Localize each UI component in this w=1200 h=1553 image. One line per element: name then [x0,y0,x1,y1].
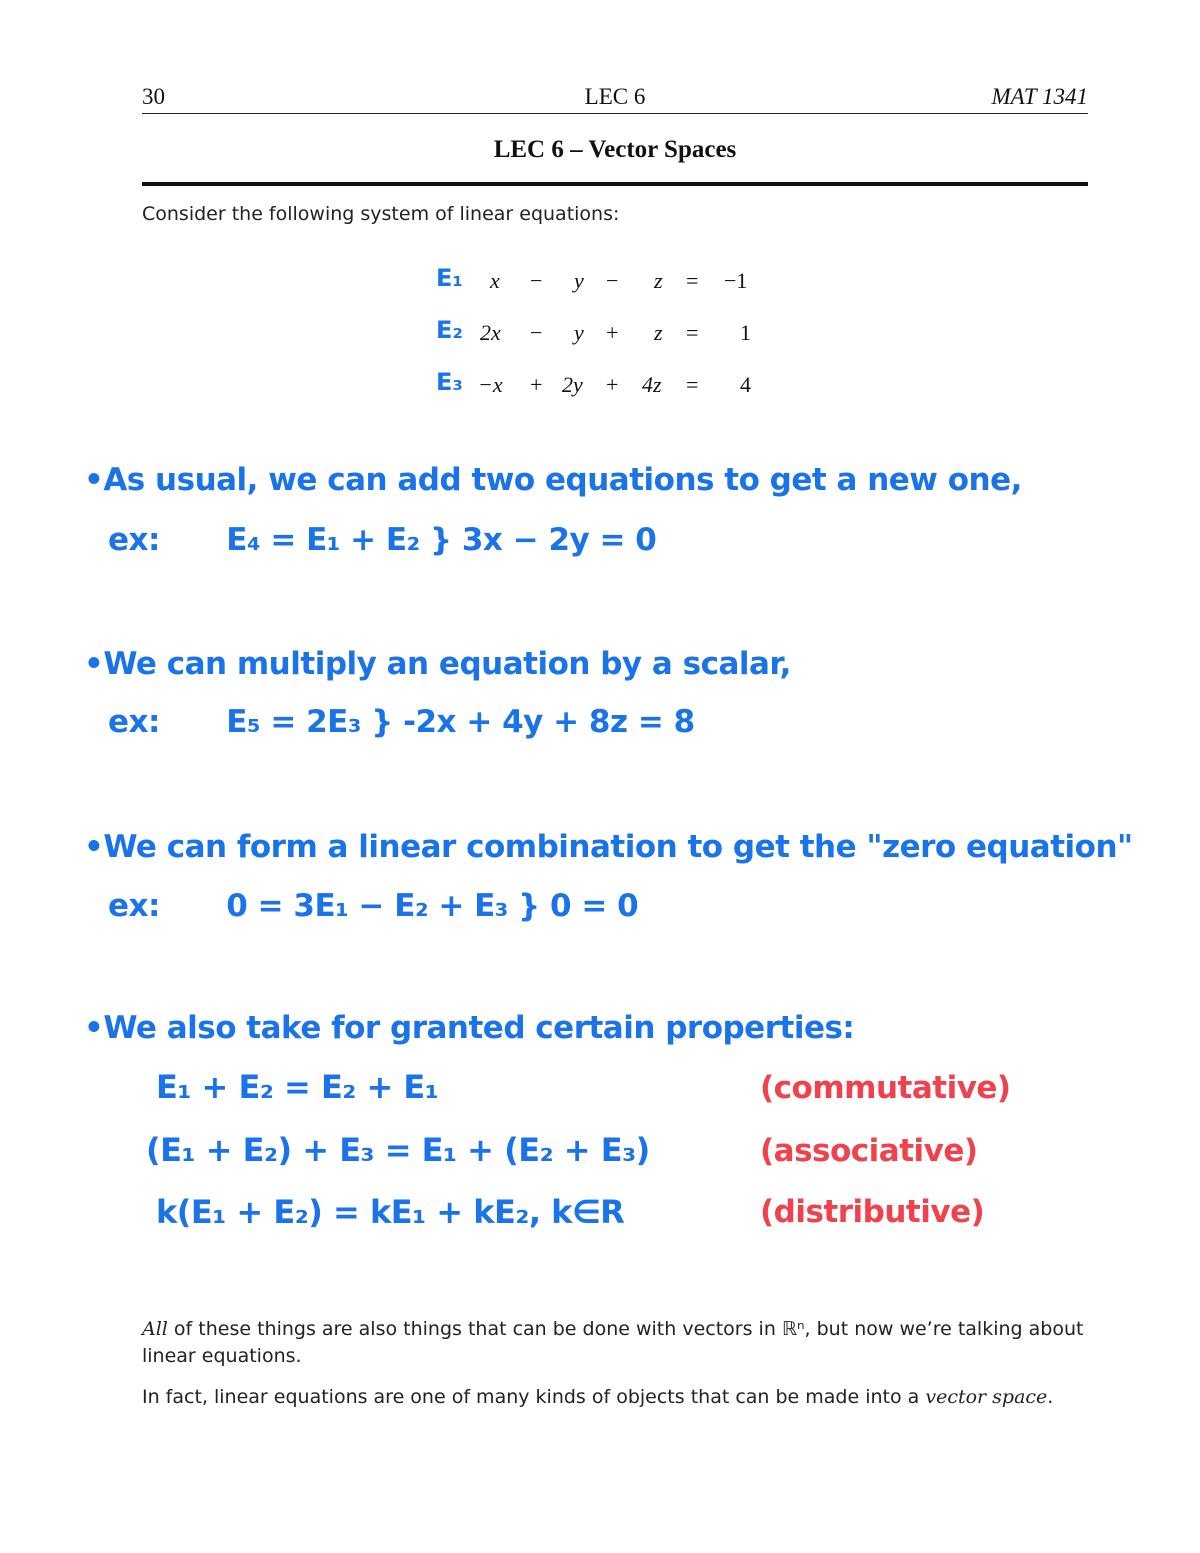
property-distributive-name: (distributive) [760,1194,985,1230]
term-a: x [490,268,500,293]
intro-text: Consider the following system of linear equations: [142,203,620,225]
op-2: + [606,372,619,397]
property-commutative-expr: E₁ + E₂ = E₂ + E₁ [156,1068,439,1106]
term-a: 2x [480,320,501,345]
header-course: MAT 1341 [991,84,1088,109]
equation-label: E₃ [436,368,463,396]
header-rule [142,113,1088,114]
op-1: − [530,268,543,293]
paragraph-vectors [142,1316,1088,1370]
equals: = [686,268,699,293]
rhs: 4 [740,372,751,397]
property-commutative-name: (commutative) [760,1070,1011,1106]
op-1: − [530,320,543,345]
example-expression: E₄ = E₁ + E₂ } 3x − 2y = 0 [226,522,657,558]
para2-text: In fact, linear equations are one of many kinds of objects that can be made into a [142,1386,926,1408]
equation-label: E₂ [436,316,463,344]
property-associative-name: (associative) [760,1133,978,1169]
para1-text-b: , but now we’re talking about linear equations. [142,1318,1084,1367]
property-associative-expr: (E₁ + E₂) + E₃ = E₁ + (E₂ + E₃) [146,1131,650,1169]
header-section: LEC 6 [584,84,646,109]
equation-label: E₁ [436,264,463,292]
title-rule [142,182,1088,186]
paragraph-vector-space [142,1384,1088,1411]
page-title: LEC 6 – Vector Spaces [493,136,737,163]
term-c: z [654,268,663,293]
ex-label: ex: [108,888,160,924]
page-header [142,84,1088,114]
term-b: y [574,320,584,345]
note-multiply-example [108,704,695,740]
op-2: + [606,320,619,345]
term-b: y [574,268,584,293]
note-properties-bullet: •We also take for granted certain properties: [84,1010,855,1046]
term-c: z [654,320,663,345]
ex-label: ex: [108,704,160,740]
op-1: + [530,372,543,397]
term-b: 2y [562,372,583,397]
term-c: 4z [642,372,662,397]
note-combination-bullet: •We can form a linear combination to get the "zero equation" [84,829,1133,865]
note-add-example [108,522,656,558]
para2-end: . [1047,1386,1054,1408]
page-number: 30 [142,84,165,109]
equals: = [686,320,699,345]
note-combination-example [108,888,638,924]
rhs: 1 [740,320,751,345]
rhs: −1 [724,268,748,293]
property-distributive-expr: k(E₁ + E₂) = kE₁ + kE₂, k∈R [156,1193,625,1231]
term-a: −x [478,372,503,397]
emphasis-vector-space: vector space [925,1386,1048,1408]
equals: = [686,372,699,397]
note-add-bullet: •As usual, we can add two equations to get a new one, [84,462,1022,498]
para1-text-a: of these things are also things that can be done with vectors in [167,1318,782,1340]
ex-label: ex: [108,522,160,558]
example-expression: E₅ = 2E₃ } -2x + 4y + 8z = 8 [226,704,695,740]
example-expression: 0 = 3E₁ − E₂ + E₃ } 0 = 0 [226,888,639,924]
emphasis-all: All [142,1318,168,1340]
op-2: − [606,268,619,293]
note-multiply-bullet: •We can multiply an equation by a scalar, [84,646,791,682]
para1-space: ℝⁿ [781,1318,805,1340]
